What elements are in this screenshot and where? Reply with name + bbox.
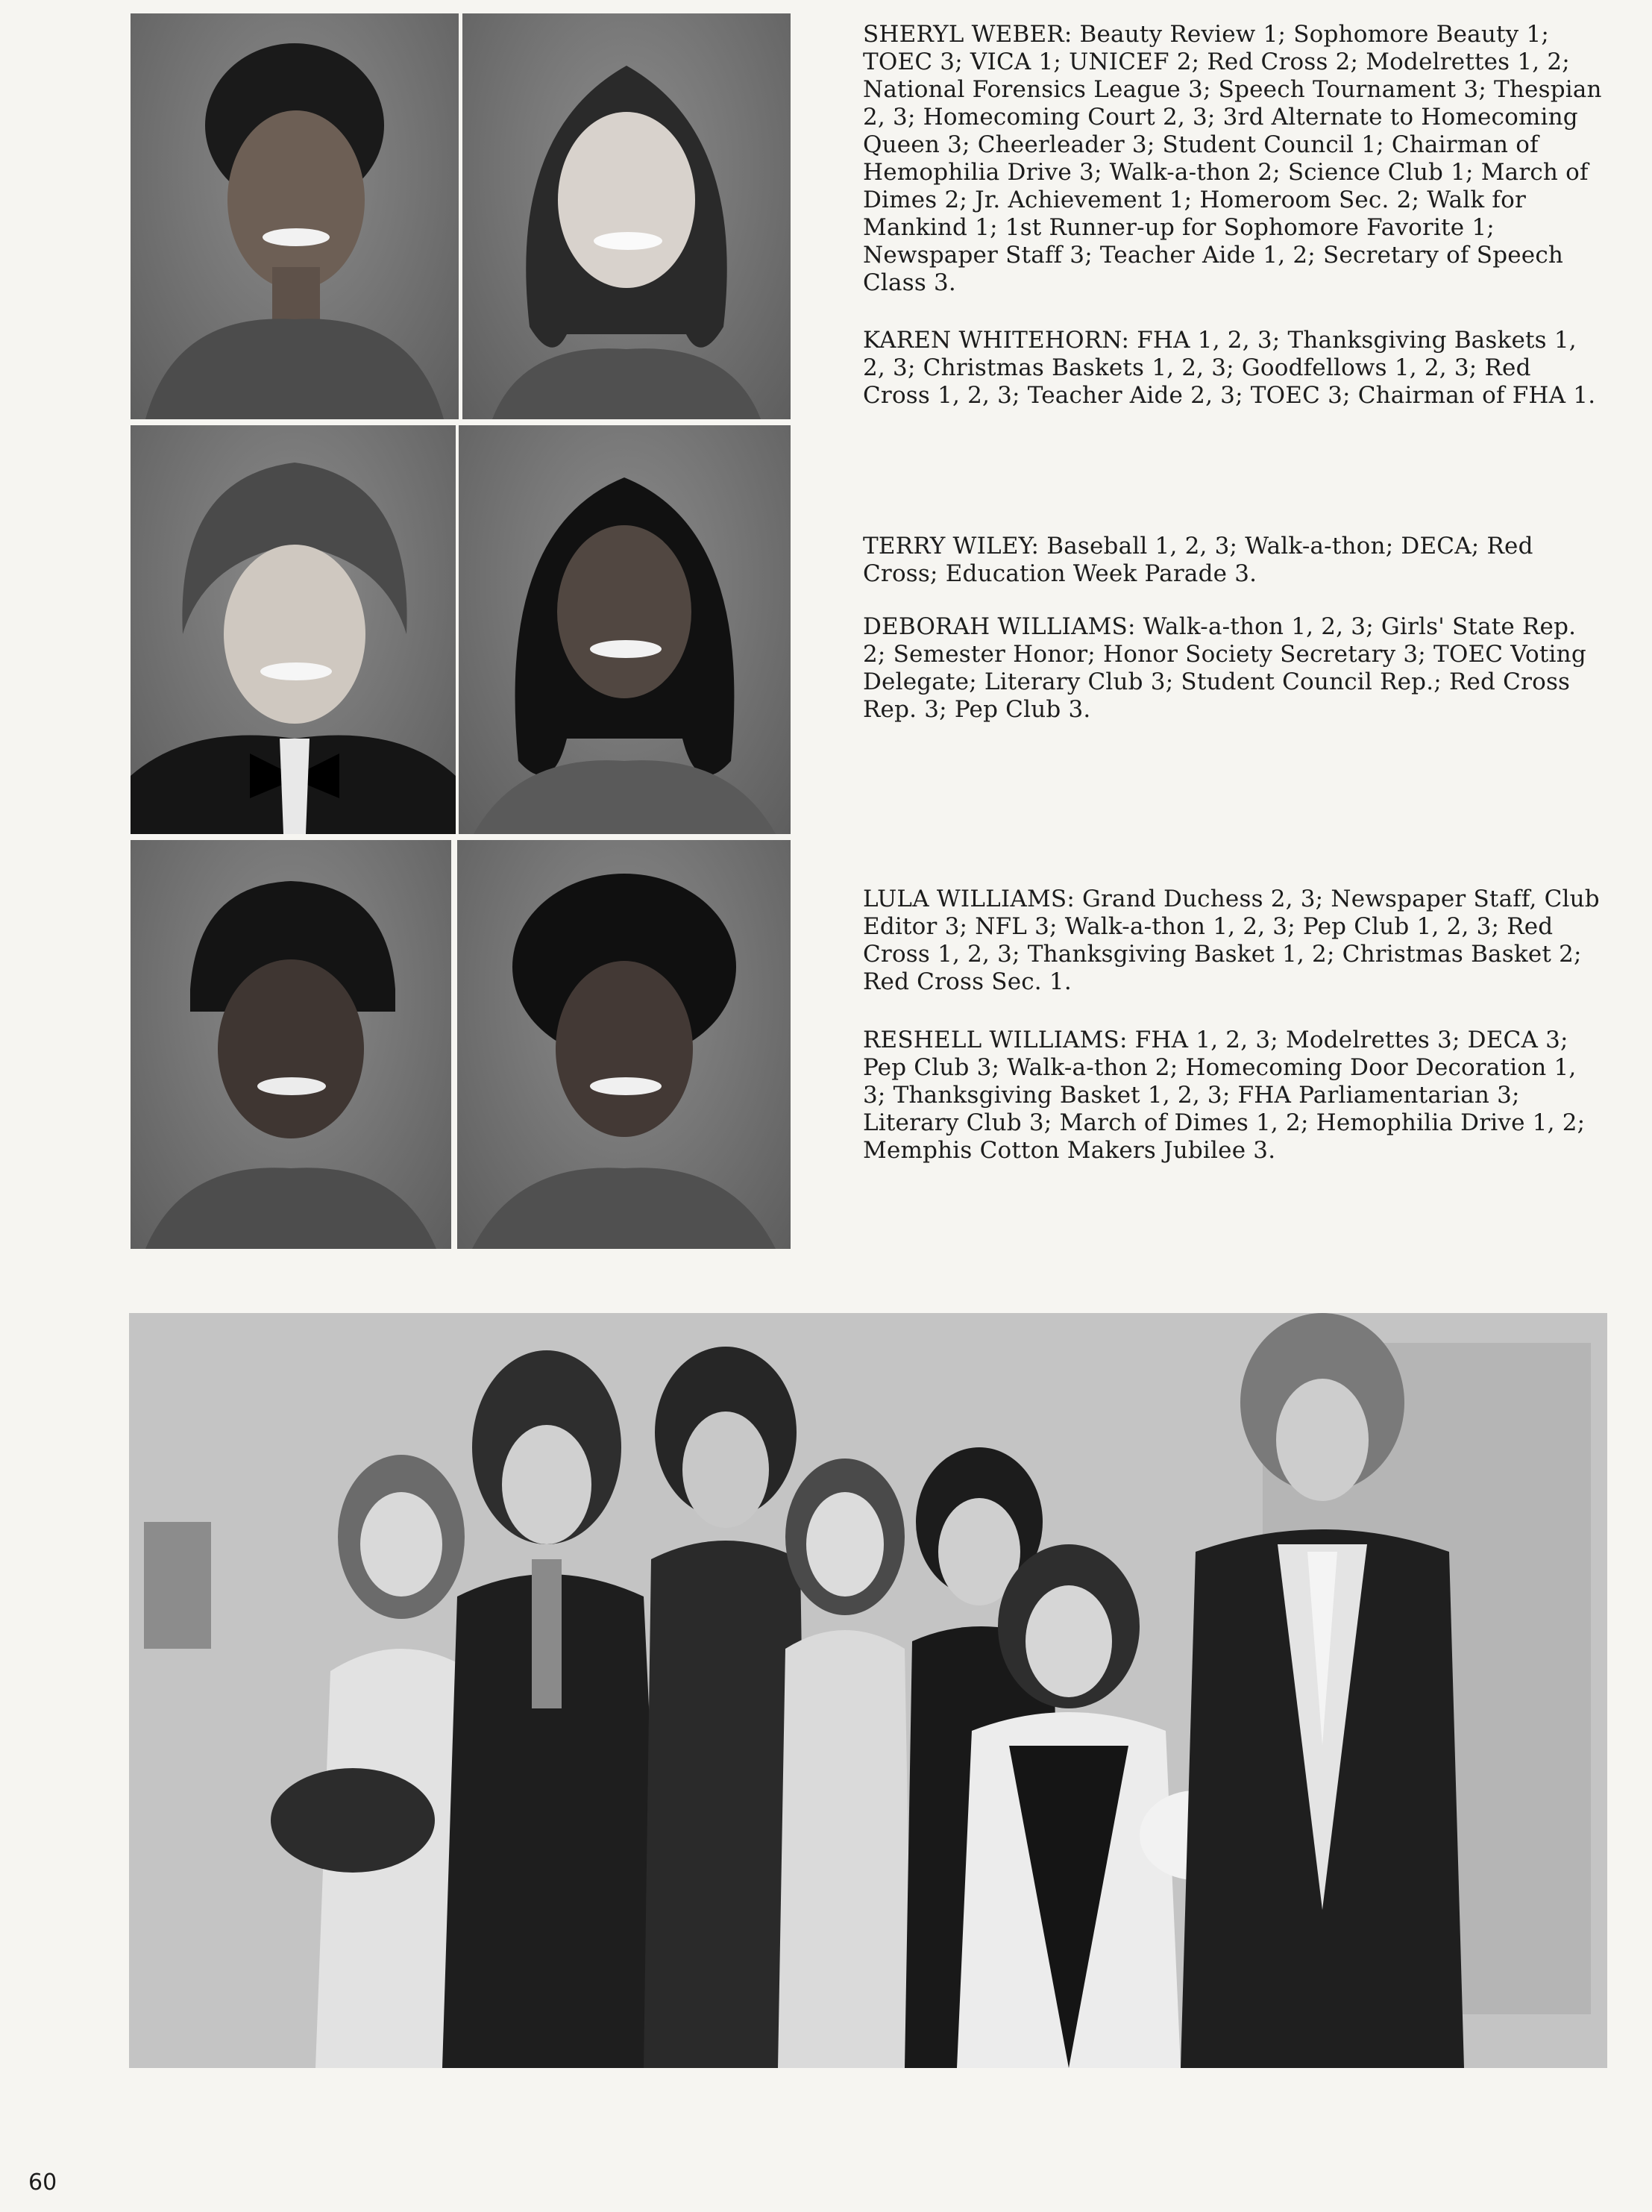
portrait-photo-r-williams: [457, 840, 791, 1249]
bio-sheryl-weber: SHERYL WEBER: Beauty Review 1; Sophomore Beauty 1; TOEC 3; VICA 1; UNICEF 2; Red Cross 2; Modelrettes 1, 2; National Forensics League 3; Speech Tournament 3; Thespian 2, 3; Homecoming Court 2, 3; 3rd Alternate to Homecoming Queen 3; Cheerleader 3; Student Council 1; Chairman of Hemophilia Drive 3; Walk-a-thon 2; Science Club 1; March of Dimes 2; Jr. Achievement 1; Homeroom Sec. 2; Walk for Mankind 1; 1st Runner-up for Sophomore Favorite 1; Newspaper Staff 3; Teacher Aide 1, 2; Secretary of Speech Class 3.: [863, 21, 1602, 296]
portrait-photo-wiley: [131, 425, 456, 834]
portrait-photo-weber: [131, 13, 459, 419]
portrait-photo-l-williams: [131, 840, 451, 1249]
group-photo: [129, 1313, 1607, 2068]
bio-lula-williams: LULA WILLIAMS: Grand Duchess 2, 3; Newspaper Staff, Club Editor 3; NFL 3; Walk-a-thon 1, 2, 3; Pep Club 1, 2, 3; Red Cross 1, 2, 3; Thanksgiving Basket 1, 2; Christmas Basket 2; Red Cross Sec. 1.: [863, 886, 1600, 995]
bio-karen-whitehorn: KAREN WHITEHORN: FHA 1, 2, 3; Thanksgiving Baskets 1, 2, 3; Christmas Baskets 1, 2, 3; Goodfellows 1, 2, 3; Red Cross 1, 2, 3; Teacher Aide 2, 3; TOEC 3; Chairman of FHA 1.: [863, 327, 1596, 409]
portrait-grid: [131, 13, 791, 1249]
bio-reshell-williams: RESHELL WILLIAMS: FHA 1, 2, 3; Modelrettes 3; DECA 3; Pep Club 3; Walk-a-thon 2; Homecoming Door Decoration 1, 3; Thanksgiving Basket 1, 2, 3; FHA Parliamentarian 3; Literary Club 3; March of Dimes 1, 2; Hemophilia Drive 1, 2; Memphis Cotton Makers Jubilee 3.: [863, 1027, 1586, 1164]
bio-terry-wiley: TERRY WILEY: Baseball 1, 2, 3; Walk-a-thon; DECA; Red Cross; Education Week Parade 3.: [863, 533, 1533, 587]
page-number: 60: [28, 2169, 57, 2196]
portrait-photo-d-williams: [459, 425, 791, 834]
portrait-photo-whitehorn: [462, 13, 791, 419]
bio-deborah-williams: DEBORAH WILLIAMS: Walk-a-thon 1, 2, 3; Girls' State Rep. 2; Semester Honor; Honor Society Secretary 3; TOEC Voting Delegate; Literary Club 3; Student Council Rep.; Red Cross Rep. 3; Pep Club 3.: [863, 613, 1586, 723]
